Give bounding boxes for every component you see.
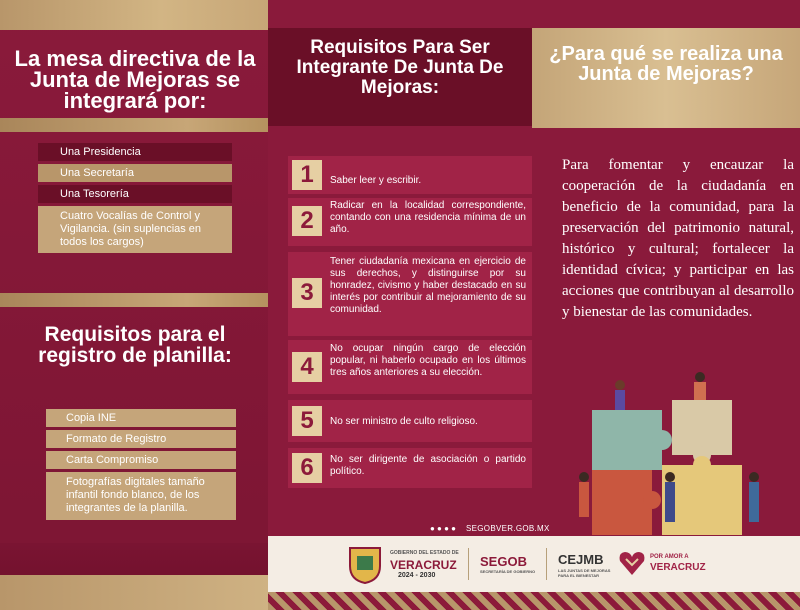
- requirement-text: Tener ciudadanía mexicana en ejercicio de sus derechos, y distinguirse por su honradez, civismo y haber destacado en su interés por contribuir al mejoramiento de su comunidad.: [330, 256, 526, 315]
- requirement-number: 4: [292, 352, 322, 382]
- requirement-text: Saber leer y escribir.: [330, 175, 422, 186]
- person-icon: [695, 372, 705, 382]
- heart-logo-icon: [618, 549, 646, 577]
- registro-list: [46, 409, 242, 523]
- requirement-number: 5: [292, 406, 322, 436]
- registro-title: Requisitos para el registro de planilla:: [38, 323, 232, 367]
- gold-divider: [0, 118, 268, 132]
- para-que-body: Para fomentar y encauzar la cooperación de la ciudadanía en beneficio de la comunidad, para la preservación del patrimonio natural, histórico y cultural; fortalecer la identidad cívica; y participar en las acciones que contribuyan al desarrollo y bienestar de las comunidades.: [562, 157, 794, 320]
- right-panel: [532, 0, 800, 540]
- gold-strip: [0, 0, 268, 30]
- social-icons: ● ● ● ●: [430, 524, 456, 533]
- divider: [546, 548, 547, 580]
- requirement-item: [288, 448, 532, 488]
- list-item: Una Presidencia: [38, 143, 232, 161]
- requirement-item: [288, 198, 532, 246]
- veracruz-shield-icon: [348, 544, 382, 584]
- cejmb-sub-text: LAS JUNTAS DE MEJORAS PARA EL BIENESTAR: [558, 568, 611, 578]
- puzzle-piece-red: [592, 470, 652, 535]
- requirement-text: Radicar en la localidad correspondiente, contando con una residencia mínima de un año.: [330, 200, 526, 235]
- gov-years-text: 2024 - 2030: [398, 572, 436, 579]
- list-item: Una Tesorería: [38, 185, 232, 203]
- person-icon: [665, 472, 675, 482]
- list-item: Carta Compromiso: [46, 451, 236, 469]
- puzzle-piece-teal: [592, 410, 662, 470]
- person-icon: [579, 472, 589, 482]
- requirement-item: [288, 252, 532, 336]
- list-item: Copia INE: [46, 409, 236, 427]
- amor-small-text: POR AMOR A: [650, 554, 689, 560]
- left-panel: [0, 0, 268, 610]
- list-item: Formato de Registro: [46, 430, 236, 448]
- requirement-number: 3: [292, 278, 322, 308]
- mesa-directiva-list: [38, 143, 238, 256]
- segob-logo-text: SEGOB: [480, 554, 527, 569]
- person-icon: [615, 380, 625, 390]
- requirement-item: [288, 400, 532, 442]
- requirement-number: 2: [292, 206, 322, 236]
- requirement-text: No ser dirigente de asociación o partido político.: [330, 454, 526, 477]
- gold-divider: [0, 293, 268, 307]
- gov-small-text: GOBIERNO DEL ESTADO DE: [390, 550, 459, 556]
- requirement-item: [288, 156, 532, 194]
- requirement-item: [288, 340, 532, 394]
- requirement-number: 1: [292, 160, 322, 190]
- gov-veracruz-text: VERACRUZ: [390, 558, 457, 572]
- mesa-directiva-title: La mesa directiva de la Junta de Mejoras se integrará por:: [14, 46, 256, 113]
- puzzle-illustration: [572, 365, 772, 535]
- requirement-text: No ocupar ningún cargo de elección popular, ni haberlo ocupado en los últimos tres años anteriores a su elección.: [330, 343, 526, 378]
- segob-sub-text: SECRETARÍA DE GOBIERNO: [480, 569, 536, 574]
- list-item: Fotografías digitales tamaño infantil fondo blanco, de los integrantes de la planilla.: [46, 472, 236, 520]
- decorative-pattern: [268, 592, 800, 610]
- cejmb-logo-text: CEJMB: [558, 552, 604, 567]
- person-icon: [749, 472, 759, 482]
- para-que-title: ¿Para qué se realiza una Junta de Mejoras?: [549, 43, 783, 85]
- requirement-text: No ser ministro de culto religioso.: [330, 416, 478, 427]
- requisitos-title: Requisitos Para Ser Integrante De Junta De Mejoras:: [296, 37, 504, 98]
- gold-corner: [0, 575, 268, 610]
- amor-veracruz-text: VERACRUZ: [650, 562, 706, 573]
- list-item: Cuatro Vocalías de Control y Vigilancia. (sin suplencias en todos los cargos): [38, 206, 232, 253]
- divider: [468, 548, 469, 580]
- logo-footer: [268, 536, 800, 592]
- requirement-number: 6: [292, 453, 322, 483]
- website-text: SEGOBVER.GOB.MX: [466, 524, 550, 533]
- middle-panel: [268, 0, 532, 540]
- list-item: Una Secretaría: [38, 164, 232, 182]
